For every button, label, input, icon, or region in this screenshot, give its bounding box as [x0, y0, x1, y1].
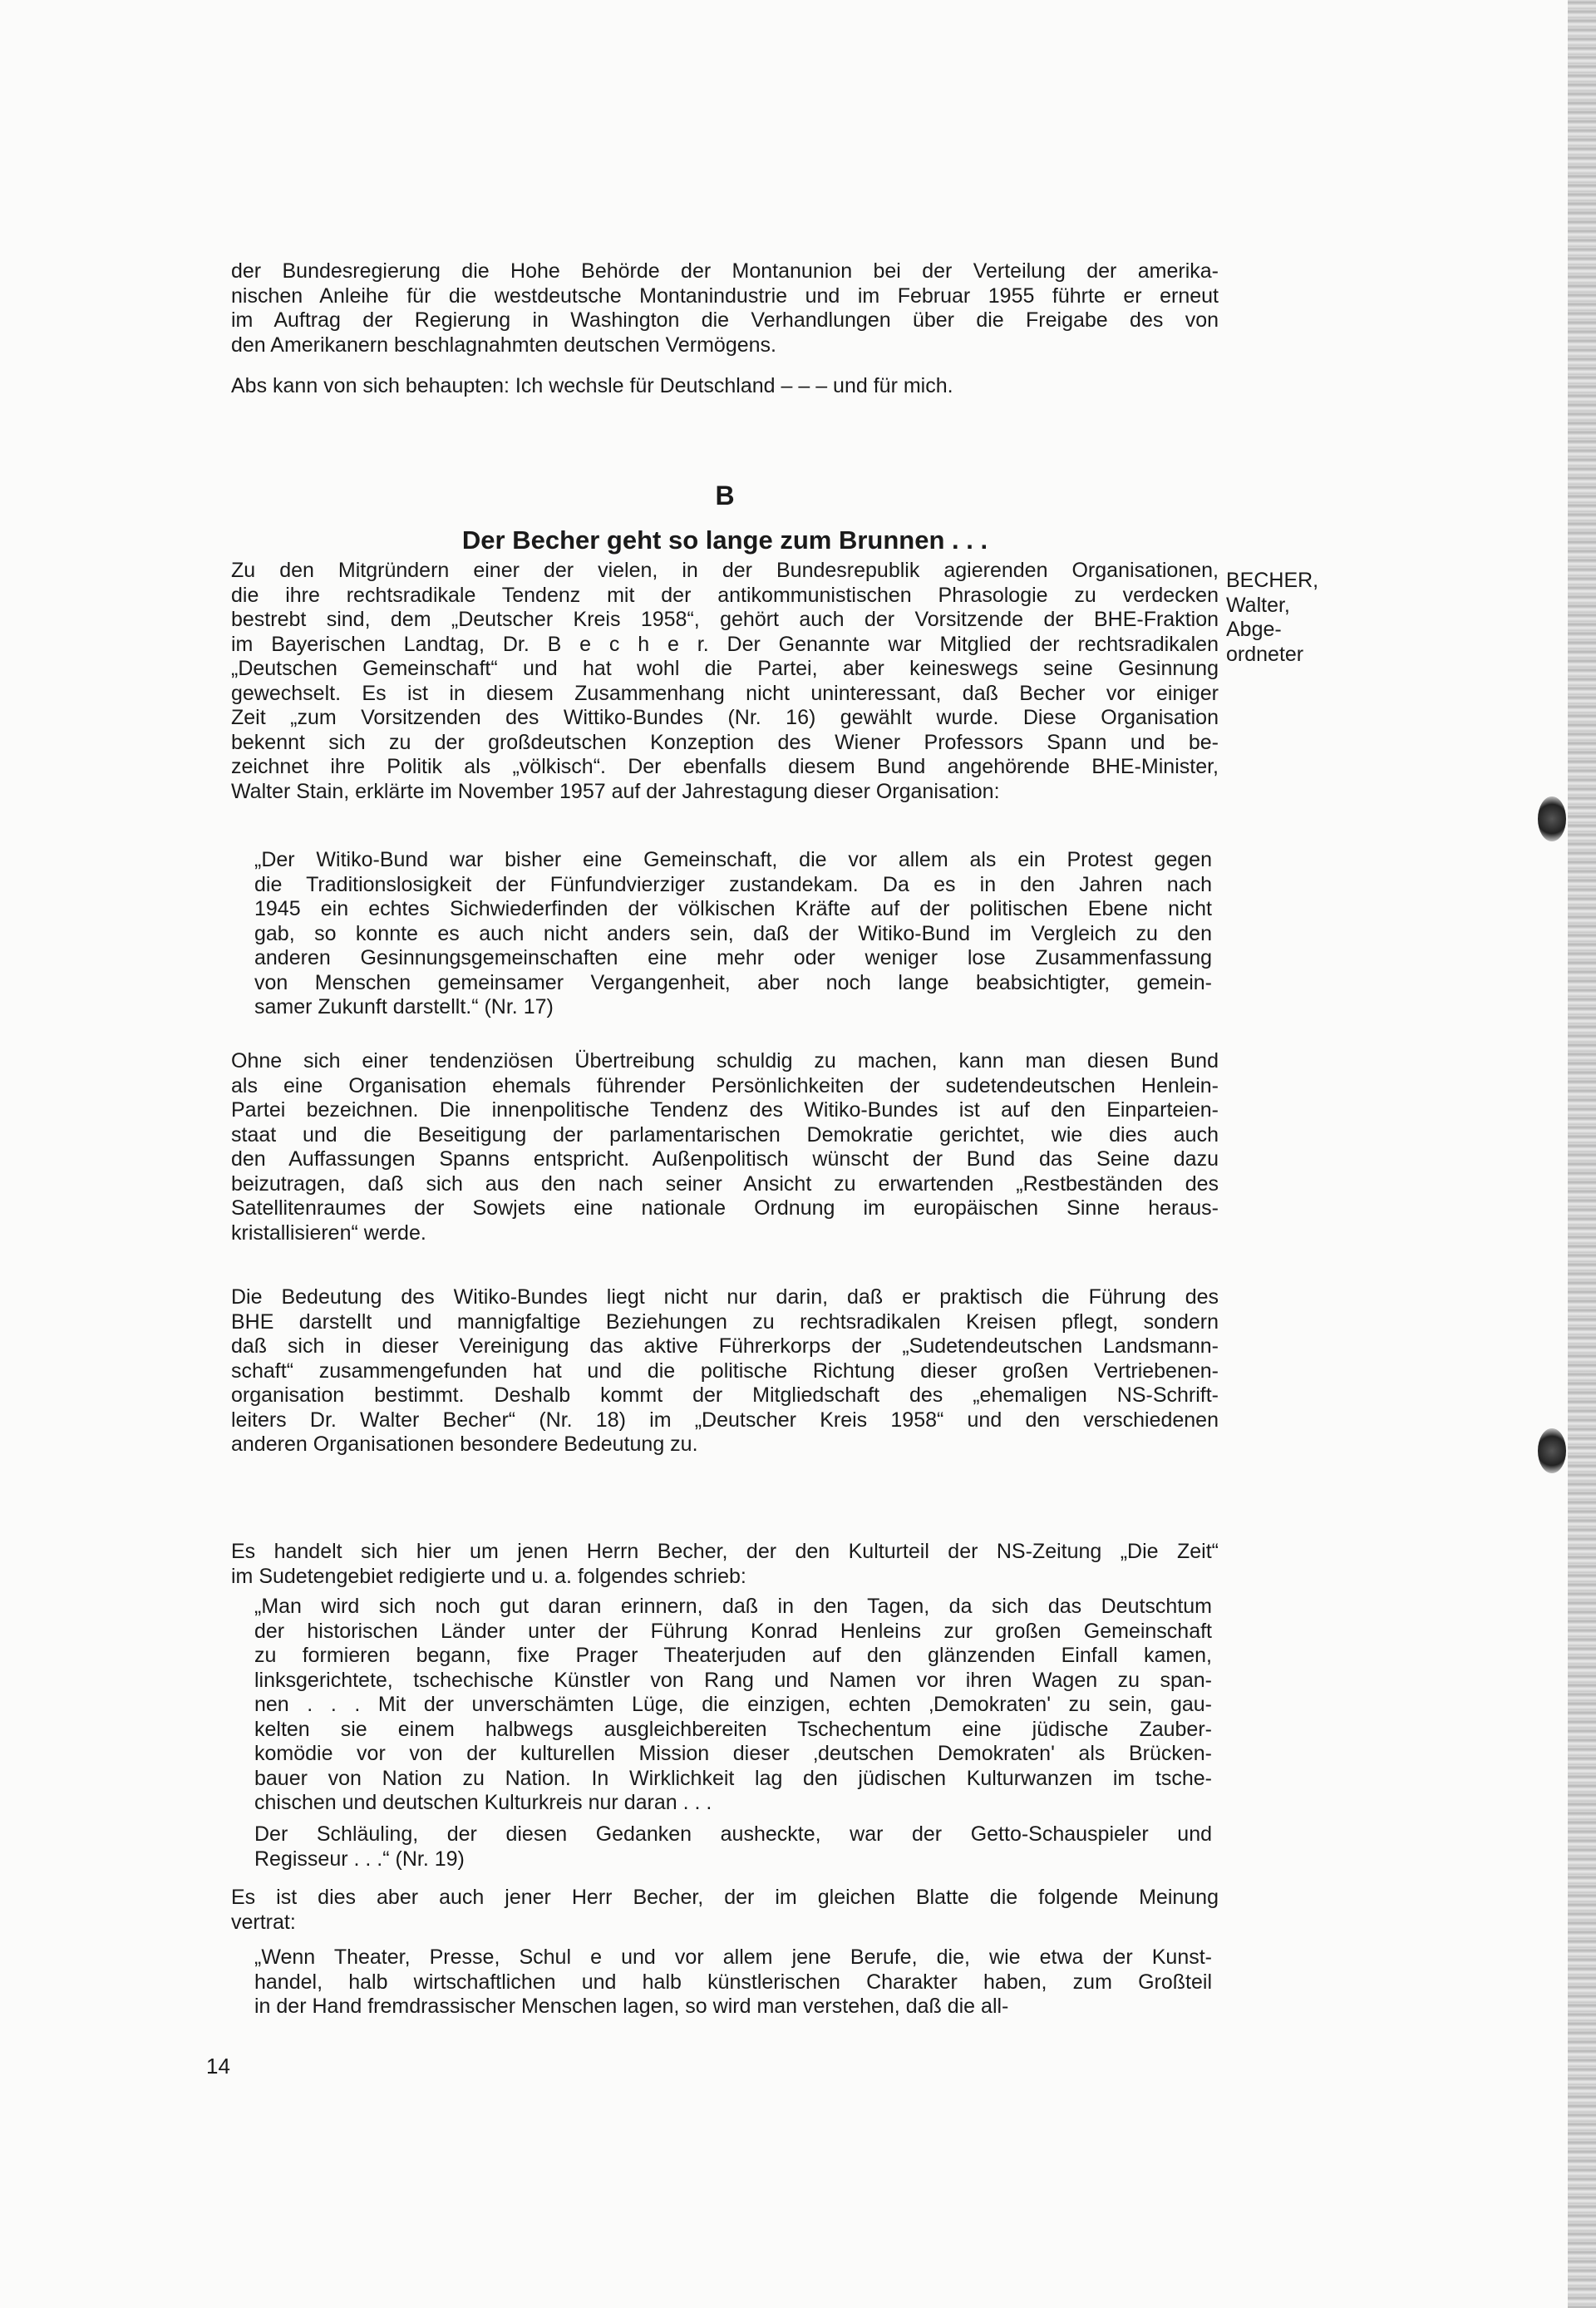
text-line: nischen Anleihe für die westdeutsche Montanindustrie und im Februar 1955 führte er erneut — [231, 284, 1219, 308]
text-line: von Menschen gemeinsamer Vergangenheit, aber noch lange beabsichtigter, gemein- — [254, 970, 1212, 994]
text-line: als eine Organisation ehemals führender Persönlichkeiten der sudetendeutschen Henlein- — [231, 1073, 1219, 1097]
text-line: leiters Dr. Walter Becher“ (Nr. 18) im „Deutscher Kreis 1958“ und den verschiedenen — [231, 1408, 1219, 1432]
text-line: „Wenn Theater, Presse, Schul e und vor allem jene Berufe, die, wie etwa der Kunst- — [254, 1946, 1212, 1969]
margin-note — [1226, 569, 1318, 667]
binder-hole — [1538, 1428, 1566, 1473]
text-line: organisation bestimmt. Deshalb kommt der Mitgliedschaft des „ehemaligen NS-Schrift- — [231, 1383, 1219, 1407]
text-line: in der Hand fremdrassischer Menschen lagen, so wird man verstehen, daß die all- — [254, 1995, 1009, 2018]
text-line: BHE darstellt und mannigfaltige Beziehungen zu rechtsradikalen Kreisen pflegt, sondern — [231, 1309, 1219, 1334]
text-line: Die Bedeutung des Witiko-Bundes liegt nicht nur darin, daß er praktisch die Führung des — [231, 1285, 1219, 1309]
text-line: Es handelt sich hier um jenen Herrn Becher, der den Kulturteil der NS-Zeitung „Die Zeit“ — [231, 1540, 1219, 1563]
text-line: anderen Gesinnungsgemeinschaften eine mehr oder weniger lose Zusammenfassung — [254, 946, 1212, 969]
text-line: samer Zukunft darstellt.“ (Nr. 17) — [254, 995, 554, 1018]
page-number: 14 — [206, 2054, 230, 2079]
margin-line: ordneter — [1226, 642, 1304, 666]
text-line: Partei bezeichnen. Die innenpolitische Tendenz des Witiko-Bundes ist auf den Einparteien- — [231, 1098, 1219, 1122]
text-line: chischen und deutschen Kulturkreis nur daran . . . — [254, 1791, 712, 1814]
text-line: Zu den Mitgründern einer der vielen, in der Bundesrepublik agierenden Organisationen, — [231, 559, 1219, 582]
margin-line: BECHER, — [1226, 569, 1319, 592]
text-line: komödie vor von der kulturellen Mission dieser ‚deutschen Demokraten' als Brücken- — [254, 1742, 1212, 1765]
text-line: im Auftrag der Regierung in Washington die Verhandlungen über die Freigabe des von — [231, 308, 1219, 332]
paragraph — [231, 1049, 1219, 1245]
paragraph — [231, 1285, 1219, 1457]
paragraph — [231, 1886, 1219, 1935]
section-title: Der Becher geht so lange zum Brunnen . . . — [461, 525, 988, 555]
text-line: Abs kann von sich behaupten: Ich wechsle für Deutschland – – – und für mich. — [231, 374, 953, 397]
text-line: Zeit „zum Vorsitzenden des Wittiko-Bundes (Nr. 16) gewählt wurde. Diese Organisation — [231, 706, 1219, 729]
text-line: Satellitenraumes der Sowjets eine nationale Ordnung im europäischen Sinne heraus- — [231, 1196, 1219, 1220]
text-line: die Traditionslosigkeit der Fünfundvierziger zustandekam. Da es in den Jahren nach — [254, 872, 1212, 896]
text-line: anderen Organisationen besondere Bedeutung zu. — [231, 1433, 698, 1456]
text-line: handel, halb wirtschaftlichen und halb künstlerischen Charakter haben, zum Großteil — [254, 1970, 1212, 1994]
text-line: bestrebt sind, dem „Deutscher Kreis 1958“, gehört auch der Vorsitzende der BHE-Fraktion — [231, 608, 1219, 631]
text-line: im Sudetengebiet redigierte und u. a. folgendes schrieb: — [231, 1564, 746, 1588]
text-line: Es ist dies aber auch jener Herr Becher, der im gleichen Blatte die folgende Meinung — [231, 1886, 1219, 1909]
text-line: den Auffassungen Spanns entspricht. Außenpolitisch wünscht der Bund das Seine dazu — [231, 1147, 1219, 1171]
text-line: vertrat: — [231, 1910, 296, 1934]
text-line: „Deutschen Gemeinschaft“ und hat wohl die Partei, aber keineswegs seine Gesinnung — [231, 657, 1219, 680]
text-line: bauer von Nation zu Nation. In Wirklichkeit lag den jüdischen Kulturwanzen im tsche- — [254, 1766, 1212, 1790]
text-line: bekennt sich zu der großdeutschen Konzeption des Wiener Professors Spann und be- — [231, 730, 1219, 754]
binder-hole — [1538, 796, 1566, 841]
text-line: kelten sie einem halbwegs ausgleichbereiten Tschechentum eine jüdische Zauber- — [254, 1717, 1212, 1741]
text-line: schaft“ zusammengefunden hat und die politische Richtung dieser großen Vertriebenen- — [231, 1359, 1219, 1383]
text-line: gab, so konnte es auch nicht anders sein, daß der Witiko-Bund im Vergleich zu den — [254, 921, 1212, 945]
text-line: zu formieren begann, fixe Prager Theaterjuden auf den glänzenden Einfall kamen, — [254, 1644, 1212, 1667]
paragraph — [231, 559, 1219, 804]
paragraph — [231, 259, 1219, 358]
quote — [254, 1946, 1212, 2020]
section-letter: B — [715, 481, 735, 510]
margin-line: Walter, — [1226, 593, 1290, 617]
text-line: staat und die Beseitigung der parlamentarischen Demokratie gerichtet, wie dies auch — [231, 1122, 1219, 1147]
text-line: daß sich in dieser Vereinigung das aktive Führerkorps der „Sudetendeutschen Landsmann- — [231, 1334, 1219, 1358]
text-line: nen . . . Mit der unverschämten Lüge, die einzigen, echten ‚Demokraten' zu sein, gau- — [254, 1693, 1212, 1716]
page-edge — [1568, 0, 1596, 2308]
text-line: Der Schläuling, der diesen Gedanken ausheckte, war der Getto-Schauspieler und — [254, 1822, 1212, 1846]
text-line: zeichnet ihre Politik als „völkisch“. Der ebenfalls diesem Bund angehörende BHE-Minister, — [231, 755, 1219, 778]
text-line: der Bundesregierung die Hohe Behörde der Montanunion bei der Verteilung der amerika- — [231, 259, 1219, 283]
margin-line: Abge- — [1226, 618, 1282, 641]
text-line: Ohne sich einer tendenziösen Übertreibung schuldig zu machen, kann man diesen Bund — [231, 1049, 1219, 1073]
text-line: „Der Witiko-Bund war bisher eine Gemeinschaft, die vor allem als ein Protest gegen — [254, 848, 1212, 871]
text-line: die ihre rechtsradikale Tendenz mit der antikommunistischen Phrasologie zu verdecken — [231, 583, 1219, 607]
text-line: kristallisieren“ werde. — [231, 1221, 426, 1245]
text-line: 1945 ein echtes Sichwiederfinden der völkischen Kräfte auf der politischen Ebene nicht — [254, 897, 1212, 920]
text-line: „Man wird sich noch gut daran erinnern, daß in den Tagen, da sich das Deutschtum — [254, 1595, 1212, 1618]
quote — [254, 1822, 1212, 1872]
text-line: Walter Stain, erklärte im November 1957 auf der Jahrestagung dieser Organisation: — [231, 779, 1000, 803]
paragraph — [231, 1540, 1219, 1589]
quote — [254, 1595, 1212, 1816]
quote — [254, 848, 1212, 1020]
paragraph — [231, 374, 1219, 399]
text-line: der historischen Länder unter der Führung Konrad Henleins zur großen Gemeinschaft — [254, 1619, 1212, 1643]
text-line: den Amerikanern beschlagnahmten deutschen Vermögens. — [231, 333, 776, 357]
text-line: im Bayerischen Landtag, Dr. B e c h e r. Der Genannte war Mitglied der rechtsradikalen — [231, 632, 1219, 656]
text-line: beizutragen, daß sich aus den nach seiner Ansicht zu erwartenden „Restbeständen des — [231, 1171, 1219, 1196]
text-line: gewechselt. Es ist in diesem Zusammenhang nicht uninteressant, daß Becher vor einiger — [231, 681, 1219, 705]
text-line: linksgerichtete, tschechische Künstler von Rang und Namen vor ihren Wagen zu span- — [254, 1668, 1212, 1692]
text-line: Regisseur . . .“ (Nr. 19) — [254, 1847, 465, 1871]
